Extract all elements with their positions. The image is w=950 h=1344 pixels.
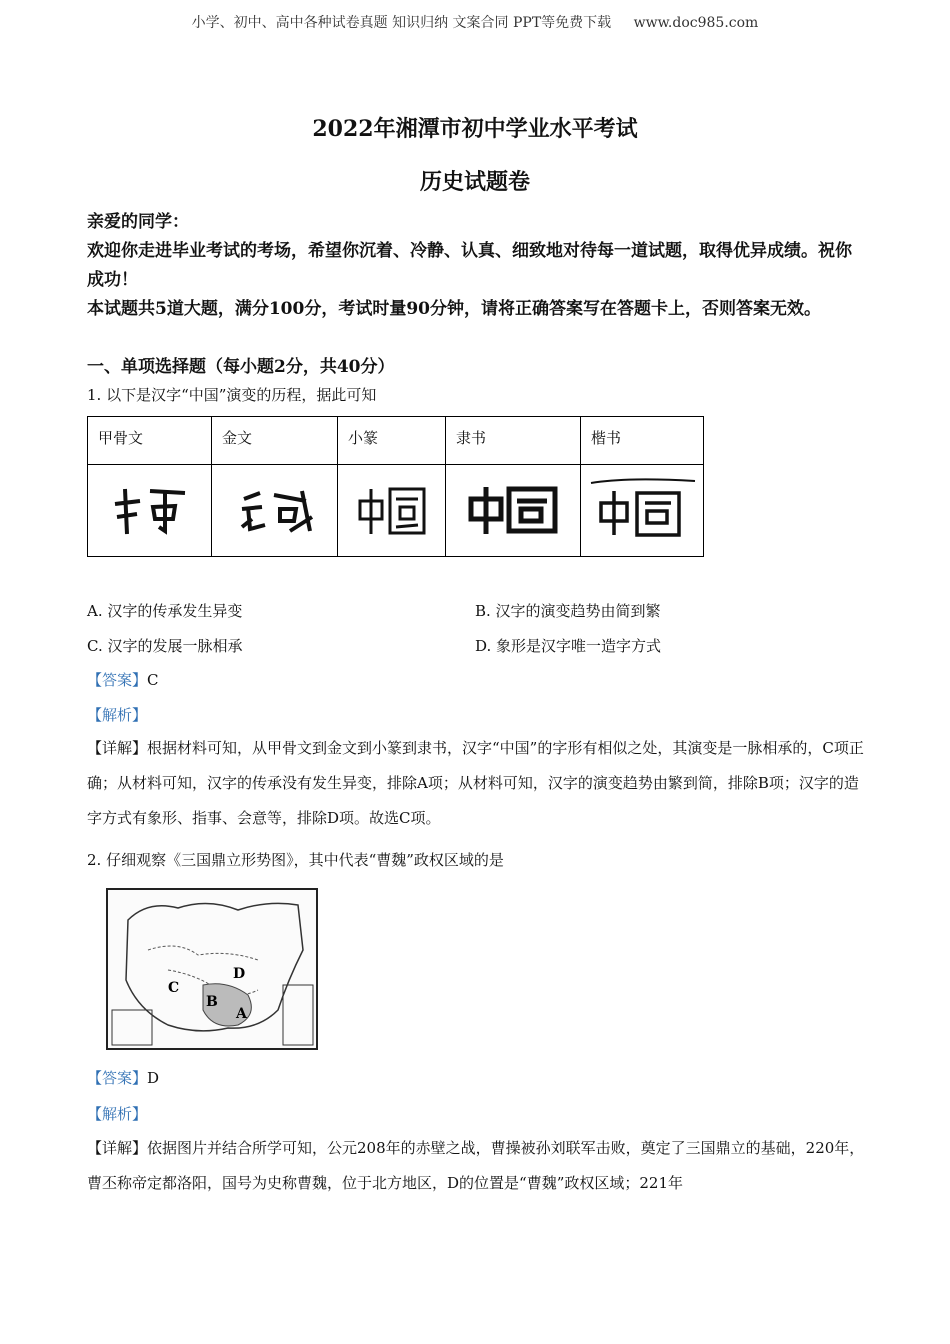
analysis-tag: 【解析】 (87, 1105, 148, 1123)
section-heading: 一、单项选择题（每小题2分，共40分） (87, 357, 395, 377)
map-label-b: B (206, 994, 218, 1010)
analysis-tag: 【解析】 (87, 706, 148, 724)
regular-glyph-image (581, 465, 704, 557)
q1-option-c[interactable]: C. 汉字的发展一脉相承 (87, 637, 243, 655)
q2-stem: 2. 仔细观察《三国鼎立形势图》，其中代表“曹魏”政权区域的是 (87, 851, 504, 869)
map-label-d: D (233, 966, 246, 982)
exam-title: 2022年湘潭市初中学业水平考试 (312, 116, 638, 142)
exam-subtitle: 历史试题卷 (419, 169, 530, 195)
map-label-c: C (168, 980, 180, 996)
intro-instructions: 本试题共5道大题，满分100分，考试时量90分钟，请将正确答案写在答题卡上，否则答案无效。 (87, 299, 821, 319)
answer-value: D (147, 1069, 160, 1087)
map-image (108, 890, 316, 1048)
intro-welcome: 欢迎你走进毕业考试的考场，希望你沉着、冷静、认真、细致地对待每一道试题，取得优异成绩。祝你成功！ (87, 241, 852, 290)
bronze-script-glyph (230, 479, 320, 539)
map-label-a: A (236, 1006, 247, 1022)
clerical-glyph-image (446, 465, 581, 557)
answer-tag: 【答案】 (87, 1069, 148, 1087)
script-evolution-table (87, 416, 704, 557)
oracle-glyph-image (88, 465, 212, 557)
q2-detail (87, 1131, 867, 1201)
seal-glyph-image (338, 465, 446, 557)
q1-answer (87, 670, 867, 690)
clerical-script-glyph (463, 479, 563, 539)
header-text: 小学、初中、高中各种试卷真题 知识归纳 文案合同 PPT等免费下载 (191, 15, 612, 31)
table-header-seal: 小篆 (338, 417, 446, 465)
oracle-script-glyph (105, 479, 195, 539)
q1-option-b[interactable]: B. 汉字的演变趋势由简到繁 (475, 602, 661, 620)
q1-option-d[interactable]: D. 象形是汉字唯一造字方式 (475, 637, 662, 655)
detail-text: 根据材料可知，从甲骨文到金文到小篆到隶书，汉字“中国”的字形有相似之处，其演变是一脉相承的，C项正确；从材料可知，汉字的传承没有发生异变，排除A项；从材料可知，汉字的演变趋势由繁到简，排除B项；汉字的造字方式有象形、指事、会意等，排除D项。故选C项。 (87, 739, 864, 827)
detail-tag: 【详解】 (87, 739, 148, 757)
detail-tag: 【详解】 (87, 1139, 148, 1157)
table-header-bronze: 金文 (212, 417, 338, 465)
q1-analysis (87, 705, 867, 725)
table-header-clerical: 隶书 (446, 417, 581, 465)
q2-answer (87, 1068, 867, 1088)
table-header-regular: 楷书 (581, 417, 704, 465)
detail-text: 依据图片并结合所学可知，公元208年的赤壁之战，曹操被孙刘联军击败，奠定了三国鼎立的基础，220年，曹丕称帝定都洛阳，国号为史称曹魏，位于北方地区，D的位置是“曹魏”政权区域；221年 (87, 1139, 865, 1192)
answer-tag: 【答案】 (87, 671, 148, 689)
regular-script-glyph (587, 477, 697, 541)
intro-greeting: 亲爱的同学： (87, 212, 189, 232)
header-site-link[interactable]: www.doc985.com (633, 15, 759, 31)
bronze-glyph-image (212, 465, 338, 557)
q1-option-a[interactable]: A. 汉字的传承发生异变 (87, 602, 243, 620)
q1-detail (87, 731, 867, 836)
answer-value: C (147, 671, 159, 689)
seal-script-glyph (352, 479, 432, 539)
q2-analysis (87, 1104, 867, 1124)
page-header (0, 12, 950, 32)
three-kingdoms-map (106, 888, 318, 1050)
q1-stem: 1. 以下是汉字“中国”演变的历程，据此可知 (87, 386, 377, 404)
table-header-oracle: 甲骨文 (88, 417, 212, 465)
